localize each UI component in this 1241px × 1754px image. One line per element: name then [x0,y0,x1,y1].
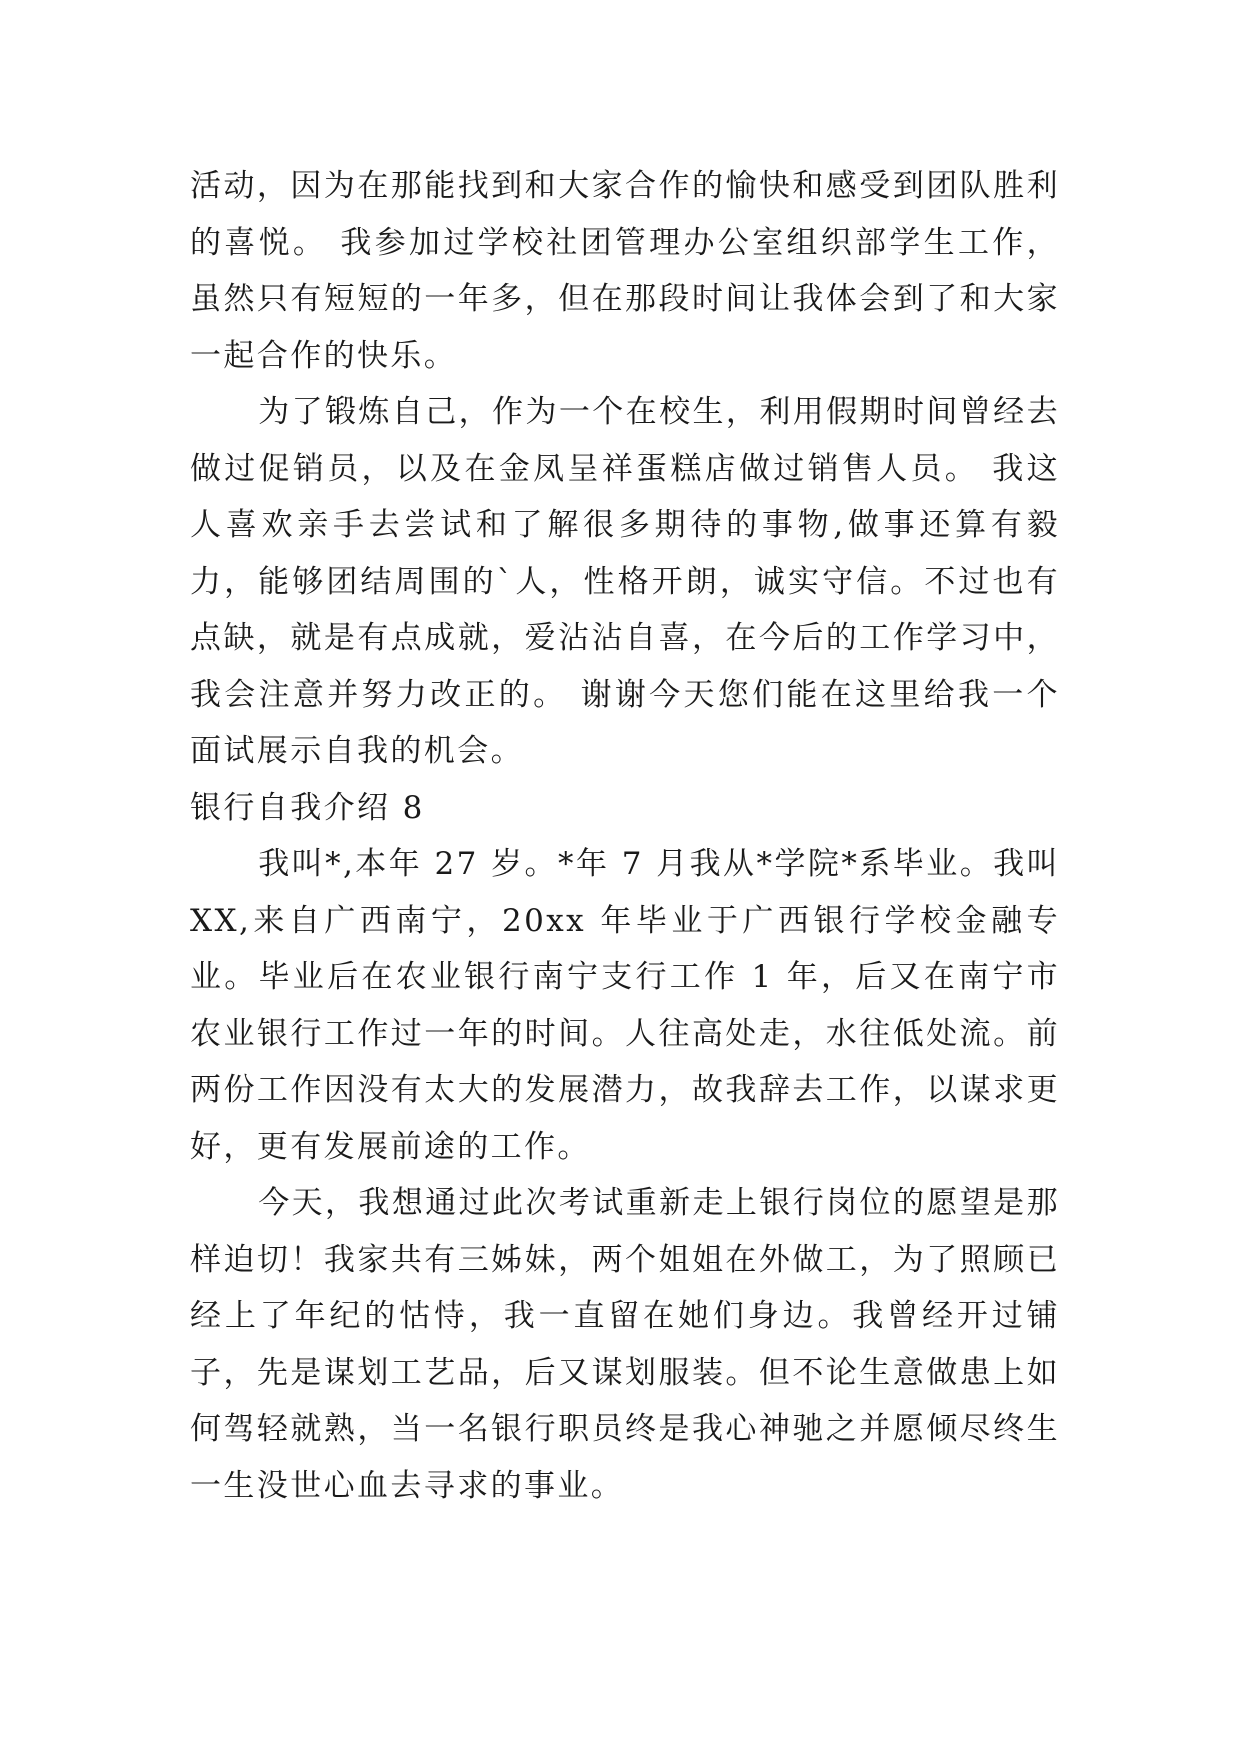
paragraph-motivation: 今天，我想通过此次考试重新走上银行岗位的愿望是那样迫切！我家共有三姊妹，两个姐姐在外做工，为了照顾已经上了年纪的怙恃，我一直留在她们身边。我曾经开过铺子，先是谋划工艺品，后又谋划服装。但不论生意做患上如何驾轻就熟，当一名银行职员终是我心神驰之并愿倾尽终生一生没世心血去寻求的事业。 [190,1185,1060,1504]
paragraph-self-training: 为了锻炼自己，作为一个在校生，利用假期时间曾经去做过促销员，以及在金凤呈祥蛋糕店做过销售人员。 我这人喜欢亲手去尝试和了解很多期待的事物,做事还算有毅力，能够团结周围的`人，性格开朗，诚实守信。不过也有点缺，就是有点成就，爱沾沾自喜，在今后的工作学习中，我会注意并努力改正的。 谢谢今天您们能在这里给我一个面试展示自我的机会。 [190,394,1060,769]
section-heading: 银行自我介绍 8 [190,789,425,826]
paragraph-background: 我叫*,本年 27 岁。*年 7 月我从*学院*系毕业。我叫 XX,来自广西南宁，20xx 年毕业于广西银行学校金融专业。毕业后在农业银行南宁支行工作 1 年，后又在南宁市农业银行工作过一年的时间。人往高处走，水往低处流。前两份工作因没有太大的发展潜力，故我辞去工作，以谋求更好，更有发展前途的工作。 [190,846,1060,1165]
paragraph-continuation: 活动，因为在那能找到和大家合作的愉快和感受到团队胜利的喜悦。 我参加过学校社团管理办公室组织部学生工作，虽然只有短短的一年多，但在那段时间让我体会到了和大家一起合作的快乐。 [190,168,1060,374]
document-body [190,158,1060,1514]
